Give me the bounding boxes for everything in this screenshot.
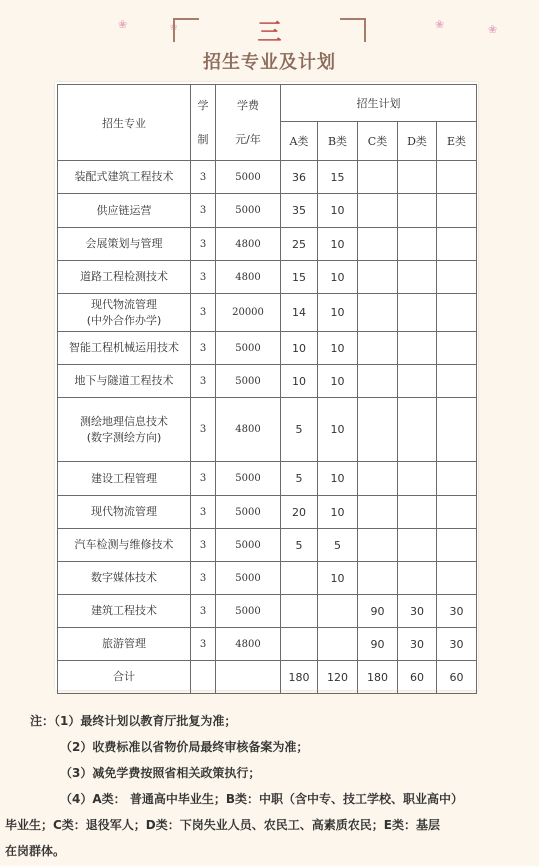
quota-e-cell: 30 xyxy=(437,595,477,628)
quota-c-cell xyxy=(358,228,398,261)
quota-e-cell xyxy=(437,194,477,228)
quota-b-cell: 10 xyxy=(318,496,358,529)
header-duration-bottom: 制 xyxy=(197,132,209,146)
quota-c-cell xyxy=(358,194,398,228)
duration-cell: 3 xyxy=(191,562,216,595)
major-name-line2: (中外合作办学) xyxy=(86,313,162,327)
fee-cell: 5000 xyxy=(216,562,281,595)
total-c-cell: 180 xyxy=(358,661,398,694)
quota-b-cell xyxy=(318,595,358,628)
quota-a-cell: 15 xyxy=(281,261,318,294)
fee-cell: 4800 xyxy=(216,628,281,661)
quota-a-cell xyxy=(281,628,318,661)
notes-block xyxy=(5,708,530,864)
quota-d-cell xyxy=(398,529,437,562)
quota-b-cell: 15 xyxy=(318,161,358,194)
quota-e-cell xyxy=(437,398,477,462)
note-4-line3: 在岗群体。 xyxy=(5,844,66,858)
quota-c-cell xyxy=(358,365,398,398)
table-row xyxy=(58,529,477,562)
header-category-b: B类 xyxy=(318,122,358,161)
quota-d-cell xyxy=(398,462,437,496)
quota-b-cell: 10 xyxy=(318,228,358,261)
major-name: 建筑工程技术 xyxy=(58,595,191,628)
table-row xyxy=(58,562,477,595)
duration-cell: 3 xyxy=(191,462,216,496)
table-row xyxy=(58,161,477,194)
major-name: 汽车检测与维修技术 xyxy=(58,529,191,562)
quota-b-cell: 10 xyxy=(318,261,358,294)
major-name: 数字媒体技术 xyxy=(58,562,191,595)
major-name xyxy=(58,294,191,332)
quota-c-cell xyxy=(358,529,398,562)
flower-decoration-icon: ❀ xyxy=(435,18,445,31)
major-name: 地下与隧道工程技术 xyxy=(58,365,191,398)
quota-a-cell xyxy=(281,595,318,628)
quota-d-cell xyxy=(398,228,437,261)
major-name-line2: (数字测绘方向) xyxy=(86,430,162,444)
quota-c-cell xyxy=(358,496,398,529)
major-name xyxy=(58,398,191,462)
fee-cell: 20000 xyxy=(216,294,281,332)
quota-d-cell xyxy=(398,161,437,194)
total-label: 合计 xyxy=(58,661,191,694)
quota-c-cell: 90 xyxy=(358,628,398,661)
quota-a-cell: 5 xyxy=(281,398,318,462)
quota-c-cell xyxy=(358,462,398,496)
table-row xyxy=(58,398,477,462)
section-number: 三 xyxy=(257,17,282,46)
quota-a-cell: 5 xyxy=(281,529,318,562)
duration-cell: 3 xyxy=(191,161,216,194)
header-fee-bottom: 元/年 xyxy=(235,132,261,146)
quota-a-cell: 20 xyxy=(281,496,318,529)
header-category-c: C类 xyxy=(358,122,398,161)
quota-b-cell: 10 xyxy=(318,294,358,332)
quota-e-cell xyxy=(437,529,477,562)
duration-cell: 3 xyxy=(191,332,216,365)
total-a-cell: 180 xyxy=(281,661,318,694)
major-name: 现代物流管理 xyxy=(58,496,191,529)
major-name: 会展策划与管理 xyxy=(58,228,191,261)
quota-d-cell: 30 xyxy=(398,595,437,628)
quota-d-cell xyxy=(398,261,437,294)
duration-cell: 3 xyxy=(191,294,216,332)
fee-cell: 5000 xyxy=(216,595,281,628)
fee-cell: 5000 xyxy=(216,161,281,194)
fee-cell: 5000 xyxy=(216,365,281,398)
table-row xyxy=(58,595,477,628)
header-plan: 招生计划 xyxy=(281,85,477,122)
major-name: 智能工程机械运用技术 xyxy=(58,332,191,365)
quota-e-cell xyxy=(437,496,477,529)
table-row xyxy=(58,228,477,261)
quota-d-cell xyxy=(398,496,437,529)
fee-cell: 4800 xyxy=(216,398,281,462)
table-row xyxy=(58,294,477,332)
major-name: 建设工程管理 xyxy=(58,462,191,496)
quota-d-cell: 30 xyxy=(398,628,437,661)
table-row xyxy=(58,261,477,294)
quota-e-cell xyxy=(437,332,477,365)
quota-a-cell: 10 xyxy=(281,365,318,398)
header-duration-top: 学 xyxy=(197,98,209,112)
major-name: 旅游管理 xyxy=(58,628,191,661)
quota-e-cell xyxy=(437,228,477,261)
header-fee xyxy=(216,85,281,161)
major-name: 道路工程检测技术 xyxy=(58,261,191,294)
quota-a-cell: 14 xyxy=(281,294,318,332)
quota-a-cell: 35 xyxy=(281,194,318,228)
quota-b-cell: 10 xyxy=(318,398,358,462)
fee-cell: 4800 xyxy=(216,228,281,261)
quota-e-cell xyxy=(437,161,477,194)
duration-cell xyxy=(191,661,216,694)
flower-decoration-icon: ❀ xyxy=(170,23,178,33)
quota-a-cell: 10 xyxy=(281,332,318,365)
quota-c-cell: 90 xyxy=(358,595,398,628)
note-4-line1: （4）A类： 普通高中毕业生；B类：中职（含中专、技工学校、职业高中） xyxy=(60,792,463,806)
quota-c-cell xyxy=(358,161,398,194)
enrollment-plan-table xyxy=(57,84,477,694)
fee-cell: 5000 xyxy=(216,462,281,496)
quota-c-cell xyxy=(358,562,398,595)
fee-cell: 5000 xyxy=(216,529,281,562)
quota-a-cell: 5 xyxy=(281,462,318,496)
quota-e-cell xyxy=(437,261,477,294)
quota-b-cell: 10 xyxy=(318,562,358,595)
duration-cell: 3 xyxy=(191,194,216,228)
major-name: 供应链运营 xyxy=(58,194,191,228)
quota-b-cell: 10 xyxy=(318,462,358,496)
note-4-line2: 毕业生；C类：退役军人；D类：下岗失业人员、农民工、高素质农民；E类：基层 xyxy=(5,818,440,832)
fee-cell: 5000 xyxy=(216,332,281,365)
fee-cell: 5000 xyxy=(216,194,281,228)
duration-cell: 3 xyxy=(191,496,216,529)
note-3: （3）减免学费按照省相关政策执行； xyxy=(60,766,261,780)
quota-d-cell xyxy=(398,194,437,228)
total-row xyxy=(58,661,477,694)
duration-cell: 3 xyxy=(191,228,216,261)
total-d-cell: 60 xyxy=(398,661,437,694)
quota-d-cell xyxy=(398,562,437,595)
total-e-cell: 60 xyxy=(437,661,477,694)
header-major: 招生专业 xyxy=(58,85,191,161)
section-title: 招生专业及计划 xyxy=(203,52,336,73)
quota-e-cell xyxy=(437,462,477,496)
table-row xyxy=(58,194,477,228)
table-row xyxy=(58,628,477,661)
duration-cell: 3 xyxy=(191,628,216,661)
table-row xyxy=(58,462,477,496)
note-1: 注：（1）最终计划以教育厅批复为准； xyxy=(30,714,237,728)
flower-decoration-icon: ❀ xyxy=(488,23,498,36)
note-2: （2）收费标准以省物价局最终审核备案为准； xyxy=(60,740,309,754)
quota-e-cell xyxy=(437,365,477,398)
header-fee-top: 学费 xyxy=(237,98,259,112)
total-b-cell: 120 xyxy=(318,661,358,694)
quota-b-cell: 10 xyxy=(318,365,358,398)
quota-b-cell: 5 xyxy=(318,529,358,562)
header-category-a: A类 xyxy=(281,122,318,161)
quota-b-cell: 10 xyxy=(318,194,358,228)
quota-c-cell xyxy=(358,261,398,294)
quota-c-cell xyxy=(358,294,398,332)
major-name-line1: 现代物流管理 xyxy=(91,297,157,311)
table-row xyxy=(58,332,477,365)
fee-cell xyxy=(216,661,281,694)
quota-c-cell xyxy=(358,398,398,462)
duration-cell: 3 xyxy=(191,365,216,398)
quota-d-cell xyxy=(398,294,437,332)
table-row xyxy=(58,365,477,398)
header-category-d: D类 xyxy=(398,122,437,161)
quota-d-cell xyxy=(398,398,437,462)
quota-e-cell xyxy=(437,562,477,595)
quota-d-cell xyxy=(398,332,437,365)
header-category-e: E类 xyxy=(437,122,477,161)
duration-cell: 3 xyxy=(191,595,216,628)
duration-cell: 3 xyxy=(191,529,216,562)
quota-e-cell: 30 xyxy=(437,628,477,661)
table-row xyxy=(58,496,477,529)
quota-a-cell xyxy=(281,562,318,595)
header-duration xyxy=(191,85,216,161)
major-name: 装配式建筑工程技术 xyxy=(58,161,191,194)
fee-cell: 5000 xyxy=(216,496,281,529)
flower-decoration-icon: ❀ xyxy=(118,18,128,31)
quota-e-cell xyxy=(437,294,477,332)
quota-a-cell: 36 xyxy=(281,161,318,194)
quota-c-cell xyxy=(358,332,398,365)
quota-b-cell xyxy=(318,628,358,661)
duration-cell: 3 xyxy=(191,261,216,294)
duration-cell: 3 xyxy=(191,398,216,462)
fee-cell: 4800 xyxy=(216,261,281,294)
quota-b-cell: 10 xyxy=(318,332,358,365)
major-name-line1: 测绘地理信息技术 xyxy=(80,414,168,428)
quota-a-cell: 25 xyxy=(281,228,318,261)
quota-d-cell xyxy=(398,365,437,398)
